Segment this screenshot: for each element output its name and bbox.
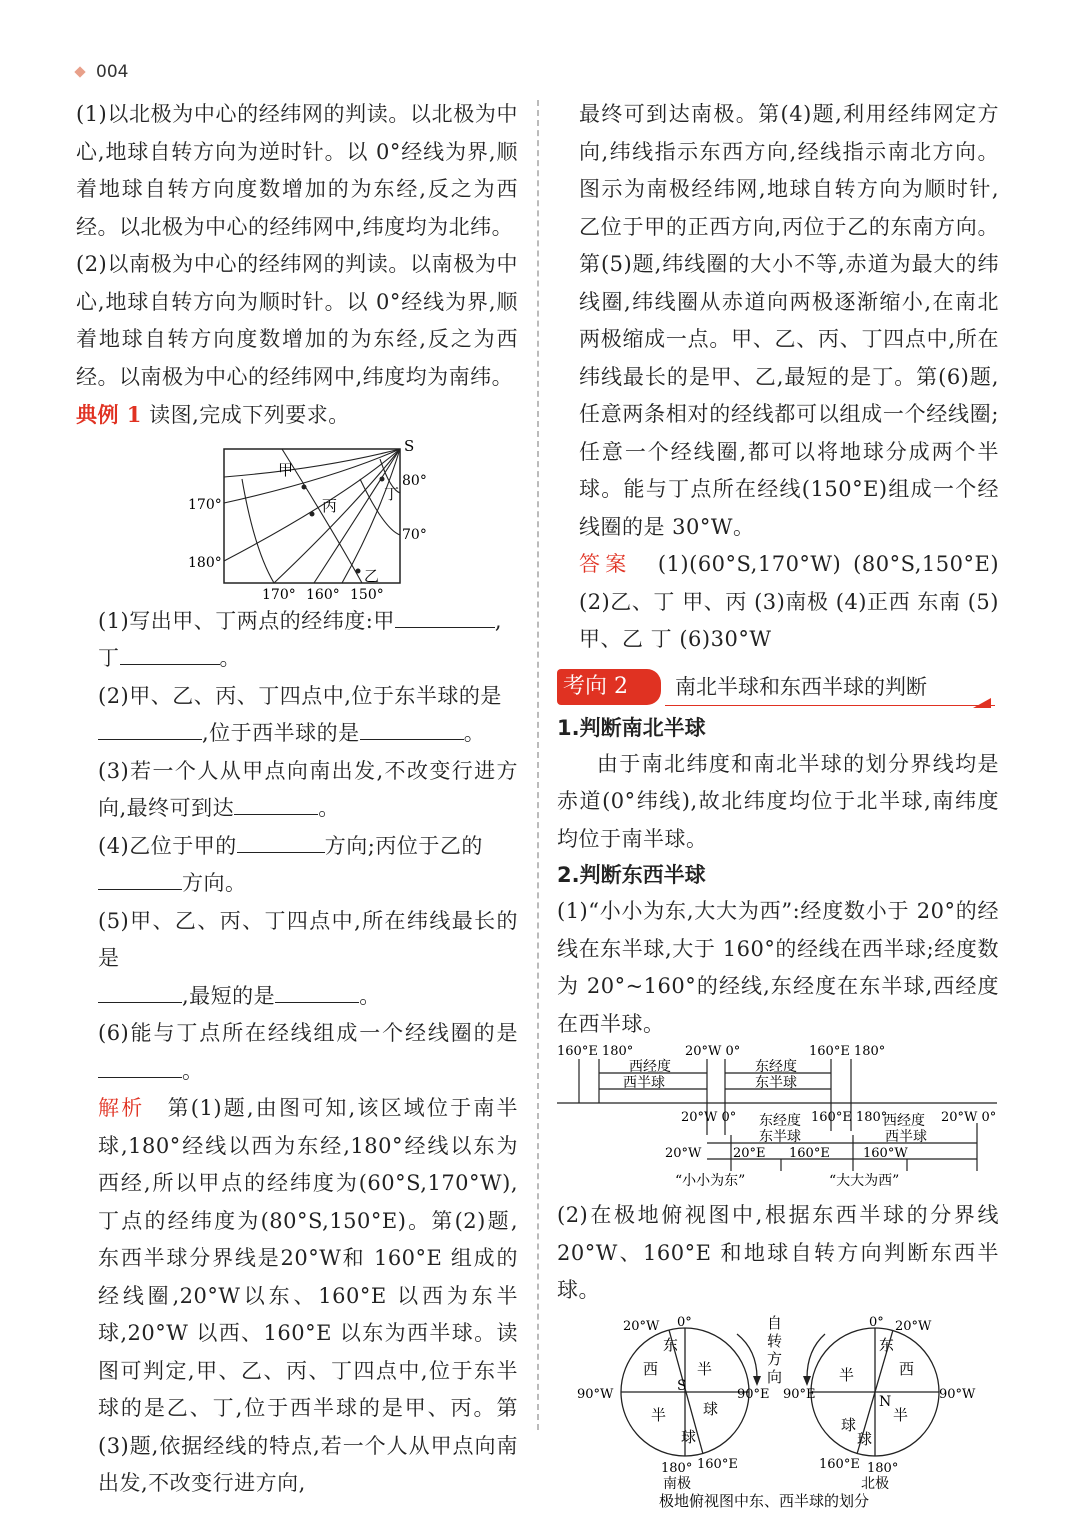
analysis: 解析 第(1)题,由图可知,该区域位于南半球,180°经线以西为东经,180°经线以东为西经,所以甲点的经纬度为(60°S,170°W),丁点的经纬度为(80°S,150°E)。第(2)题,东西半球分界线是20°W和 160°E 组成的经线圈,20°W以东、160°E 以西为东半球,20°W 以西、160°E 以东为西半球。读图可判定,甲、乙、丙、丁四点中,位于东半球的是乙、丁,位于西半球的是甲、丙。第(3)题,依据经线的特点,若一个人从甲点向南出发,不改变行进方向, — [98, 1096, 519, 1495]
north-180: 180° — [867, 1460, 899, 1476]
north-dong: 东 — [879, 1335, 895, 1354]
label-bottom-170: 170° — [262, 586, 296, 603]
rotation-3: 方 — [767, 1349, 783, 1368]
answer-blank[interactable] — [360, 716, 464, 740]
question-5: (5)甲、乙、丙、丁四点中,所在纬线最长的是 ,最短的是 。 — [98, 908, 518, 1008]
north-N: N — [879, 1393, 892, 1410]
point-ding — [380, 476, 385, 481]
rotation-2: 转 — [767, 1331, 783, 1350]
tick-20w-0: 20°W 0° — [685, 1044, 741, 1059]
label-east-lon-b: 东经度 — [759, 1113, 801, 1129]
answer-blank[interactable] — [234, 791, 318, 815]
left-column — [76, 96, 518, 1503]
triangle-icon — [973, 698, 991, 708]
questions — [76, 603, 518, 1503]
label-yi: 乙 — [364, 566, 380, 585]
south-ban-right: 半 — [697, 1359, 713, 1378]
north-0: 0° — [869, 1314, 884, 1330]
right-column — [557, 96, 999, 1514]
kaoxiang-title: 南北半球和东西半球的判断 — [665, 669, 995, 706]
label-west-lon: 西经度 — [629, 1059, 671, 1075]
label-S: S — [404, 436, 415, 455]
answer-blank[interactable] — [395, 603, 495, 627]
south-xi: 西 — [643, 1359, 659, 1378]
heading-ew: 2.判断东西半球 — [557, 863, 706, 887]
page-number: 004 — [76, 62, 128, 82]
tick-160w: 160°W — [863, 1146, 908, 1161]
example-heading: 典例 1 读图,完成下列要求。 — [76, 402, 350, 427]
grid-figure — [182, 436, 427, 603]
analysis-label: 解析 — [98, 1096, 145, 1120]
south-160e: 160°E — [697, 1456, 738, 1472]
label-right-80: 80° — [402, 472, 427, 489]
north-20w: 20°W — [895, 1318, 932, 1334]
label-bottom-150: 150° — [350, 586, 384, 603]
tick-20w-0-c: 20°W 0° — [941, 1110, 997, 1125]
analysis-continued: 最终可到达南极。第(4)题,利用经纬网定方向,纬线指示东西方向,经线指示南北方向。图示为南极经纬网,地球自转方向为顺时针,乙位于甲的正西方向,丙位于乙的东南方向。第(5)题,纬线圈的大小不等,赤道为最大的纬线圈,纬线圈从赤道向两极逐渐缩小,在南北两极缩成一点。甲、乙、丙、丁四点中,所在纬线最长的是甲、乙,最短的是丁。第(6)题,任意两条相对的经线都可以组成一个经线圈;任意一个经线圈,都可以将地球分成两个半球。能与丁点所在经线(150°E)组成一个经线圈的是 30°W。 — [579, 102, 999, 539]
label-left-170: 170° — [188, 496, 222, 513]
paragraph-ew-1: (1)“小小为东,大大为西”:经度数小于 20°的经线在东半球,大于 160°的经线在西半球;经度数为 20°~160°的经线,东经度在东半球,西经度在西半球。 — [557, 899, 999, 1036]
question-1: (1)写出甲、丁两点的经纬度:甲 , 丁 。 — [98, 603, 518, 678]
answer-blank[interactable] — [98, 716, 202, 740]
answer-blank[interactable] — [237, 828, 325, 852]
tick-160e-180-b: 160°E 180° — [809, 1044, 886, 1059]
north-90e: 90°E — [783, 1386, 816, 1402]
paragraph-north-pole: (1)以北极为中心的经纬网的判读。以北极为中心,地球自转方向为逆时针。以 0°经线为界,顺着地球自转方向度数增加的为东经,反之为西经。以北极为中心的经纬网中,纬度均为北纬。 — [76, 102, 518, 239]
south-S: S — [677, 1377, 687, 1394]
label-beiji: 北极 — [861, 1475, 889, 1492]
tick-160e-180-c: 160°E 180° — [811, 1110, 888, 1125]
label-bottom-160: 160° — [306, 586, 340, 603]
polar-caption: 极地俯视图中东、西半球的划分 — [659, 1491, 870, 1510]
rotation-1: 自 — [767, 1313, 783, 1332]
south-90e: 90°E — [737, 1386, 770, 1402]
label-west-hem-b: 西半球 — [885, 1129, 927, 1145]
north-qiu-b: 球 — [857, 1429, 873, 1448]
caption-small-east: “小小为东” — [675, 1173, 746, 1189]
hemisphere-line-figure — [557, 1043, 997, 1193]
diamond-icon — [74, 66, 85, 77]
label-bing: 丙 — [322, 496, 338, 515]
paragraph-ew-2: (2)在极地俯视图中,根据东西半球的分界线 20°W、160°E 和地球自转方向判断东西半球。 — [557, 1203, 999, 1302]
label-west-lon-b: 西经度 — [883, 1113, 925, 1129]
column-divider — [537, 100, 539, 1430]
south-qiu-b: 球 — [681, 1427, 697, 1446]
point-yi — [356, 568, 361, 573]
paragraph-ns: 由于南北纬度和南北半球的划分界线均是赤道(0°纬线),故北纬度均位于北半球,南纬度均位于南半球。 — [557, 751, 999, 851]
tick-160e-180: 160°E 180° — [557, 1044, 634, 1059]
paragraph-south-pole: (2)以南极为中心的经纬网的判读。以南极为中心,地球自转方向为顺时针。以 0°经线为界,顺着地球自转方向度数增加的为东经,反之为西经。以南极为中心的经纬网中,纬度均为南纬。 — [76, 252, 518, 389]
label-east-hem: 东半球 — [755, 1075, 797, 1091]
question-4: (4)乙位于甲的 方向;丙位于乙的 方向。 — [98, 828, 518, 903]
polar-view-figure — [557, 1310, 999, 1510]
south-ban-left: 半 — [651, 1405, 667, 1424]
point-bing — [310, 511, 315, 516]
answer-blank[interactable] — [120, 641, 220, 665]
south-qiu: 球 — [703, 1399, 719, 1418]
north-qiu: 球 — [841, 1415, 857, 1434]
south-90w: 90°W — [577, 1386, 614, 1402]
north-90w: 90°W — [939, 1386, 976, 1402]
point-jia — [302, 484, 307, 489]
answer-label: 答案 — [579, 552, 632, 576]
heading-ns: 1.判断南北半球 — [557, 715, 706, 740]
label-west-hem: 西半球 — [623, 1075, 665, 1091]
south-180: 180° — [661, 1460, 693, 1476]
answer: 答案 (1)(60°S,170°W) (80°S,150°E) (2)乙、丁 甲、丙 (3)南极 (4)正西 东南 (5)甲、乙 丁 (6)30°W — [579, 552, 1000, 651]
answer-blank[interactable] — [98, 978, 182, 1002]
caption-large-west: “大大为西” — [829, 1173, 900, 1189]
label-east-lon: 东经度 — [755, 1059, 797, 1075]
north-ban-left: 半 — [839, 1365, 855, 1384]
question-3: (3)若一个人从甲点向南出发,不改变行进方向,最终可到达 。 — [98, 758, 518, 820]
label-right-70: 70° — [402, 526, 427, 543]
kaoxiang-tag: 考向 2 — [557, 669, 661, 705]
answer-blank[interactable] — [98, 1053, 182, 1077]
question-2: (2)甲、乙、丙、丁四点中,位于东半球的是 ,位于西半球的是 。 — [98, 683, 502, 745]
answer-blank[interactable] — [98, 866, 182, 890]
question-6: (6)能与丁点所在经线组成一个经线圈的是。 — [98, 1021, 518, 1083]
kaoxiang-header — [557, 669, 999, 705]
answer-blank[interactable] — [275, 978, 359, 1002]
example-label: 典例 1 — [76, 402, 142, 427]
north-xi: 西 — [899, 1359, 915, 1378]
label-nanji: 南极 — [663, 1475, 691, 1492]
north-ban-right: 半 — [893, 1405, 909, 1424]
tick-160e: 160°E — [789, 1146, 830, 1161]
label-east-hem-b: 东半球 — [759, 1129, 801, 1145]
south-20w: 20°W — [623, 1318, 660, 1334]
north-160e: 160°E — [819, 1456, 860, 1472]
rotation-4: 向 — [767, 1367, 783, 1386]
tick-20w: 20°W — [665, 1146, 702, 1161]
south-dong: 东 — [663, 1335, 679, 1354]
south-0: 0° — [677, 1314, 692, 1330]
label-left-180: 180° — [188, 554, 222, 571]
tick-20w-0-b: 20°W 0° — [681, 1110, 737, 1125]
label-ding: 丁 — [384, 484, 400, 503]
label-jia: 甲 — [278, 460, 294, 479]
tick-20e: 20°E — [733, 1146, 766, 1161]
